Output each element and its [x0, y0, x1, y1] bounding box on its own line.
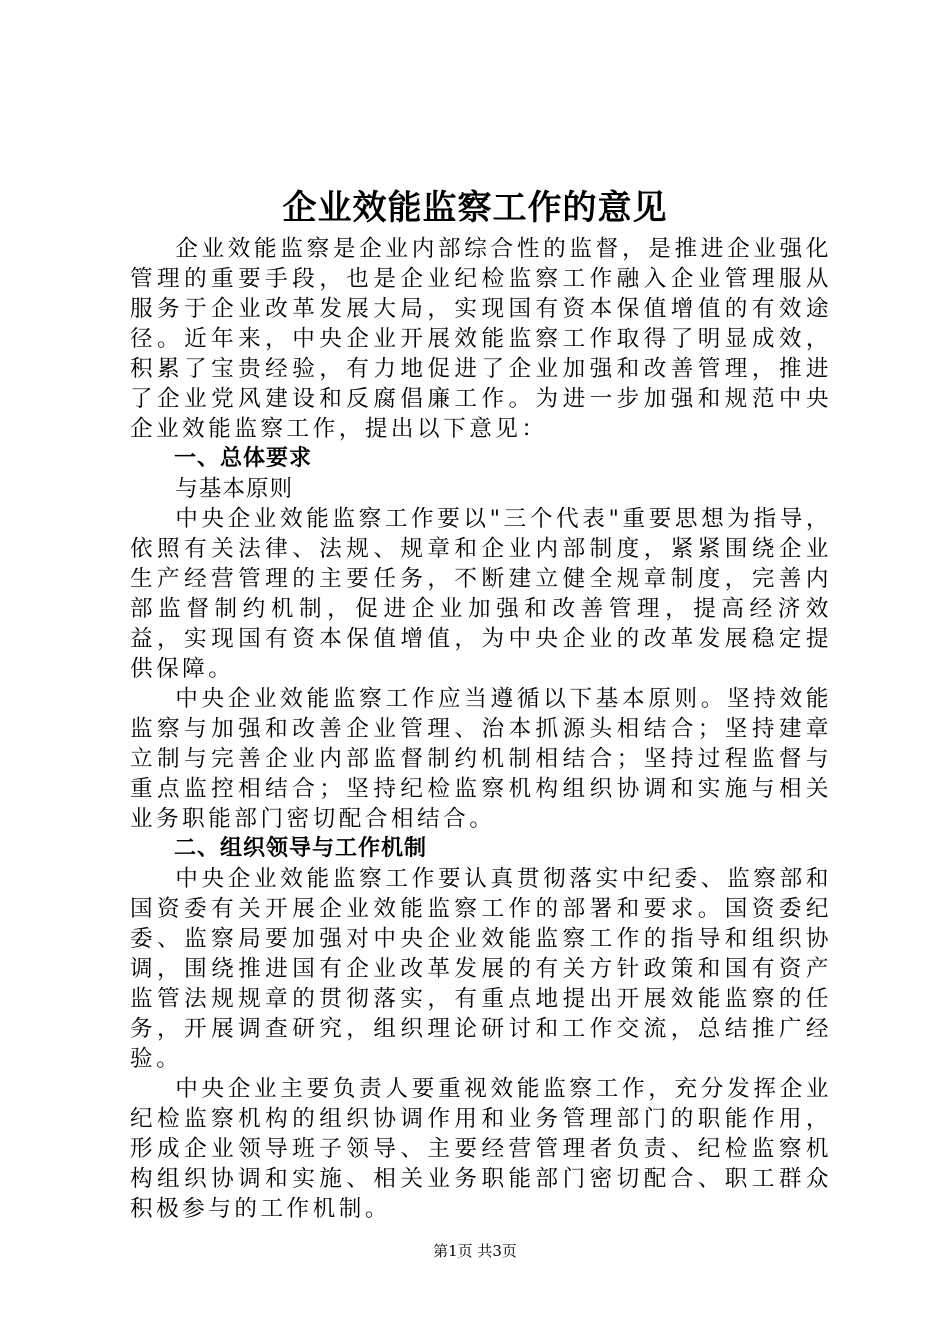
paragraph-mechanism: 中央企业主要负责人要重视效能监察工作，充分发挥企业纪检监察机构的组织协调作用和业务管理部门的职能作用，形成企业领导班子领导、主要经营管理者负责、纪检监察机构组织协调和实施、相关业务职能部门密切配合、职工群众积极参与的工作机制。: [130, 1076, 832, 1222]
section-subheading-1: 与基本原则: [175, 476, 294, 502]
page-number-footer: 第1页 共3页: [433, 1242, 517, 1260]
paragraph-intro: 企业效能监察是企业内部综合性的监督，是推进企业强化管理的重要手段，也是企业纪检监察工作融入企业管理服从服务于企业改革发展大局，实现国有资本保值增值的有效途径。近年来，中央企业开展效能监察工作取得了明显成效，积累了宝贵经验，有力地促进了企业加强和改善管理，推进了企业党风建设和反腐倡廉工作。为进一步加强和规范中央企业效能监察工作，提出以下意见：: [130, 236, 832, 442]
section-heading-1: 一、总体要求: [174, 446, 313, 471]
section-heading-2: 二、组织领导与工作机制: [174, 836, 428, 861]
paragraph-principles: 中央企业效能监察工作应当遵循以下基本原则。坚持效能监察与加强和改善企业管理、治本抓源头相结合；坚持建章立制与完善企业内部监督制约机制相结合；坚持过程监督与重点监控相结合；坚持纪检监察机构组织协调和实施与相关业务职能部门密切配合相结合。: [130, 686, 832, 832]
paragraph-organization: 中央企业效能监察工作要认真贯彻落实中纪委、监察部和国资委有关开展企业效能监察工作的部署和要求。国资委纪委、监察局要加强对中央企业效能监察工作的指导和组织协调，围绕推进国有企业改革发展的有关方针政策和国有资产监管法规规章的贯彻落实，有重点地提出开展效能监察的任务，开展调查研究，组织理论研讨和工作交流，总结推广经验。: [130, 866, 832, 1072]
document-body: [130, 234, 832, 1224]
paragraph-guidance: 中央企业效能监察工作要以"三个代表"重要思想为指导，依照有关法律、法规、规章和企业内部制度，紧紧围绕企业生产经营管理的主要任务，不断建立健全规章制度，完善内部监督制约机制，促进企业加强和改善管理，提高经济效益，实现国有资本保值增值，为中央企业的改革发展稳定提供保障。: [130, 506, 832, 682]
document-title: 企业效能监察工作的意见: [282, 188, 668, 228]
